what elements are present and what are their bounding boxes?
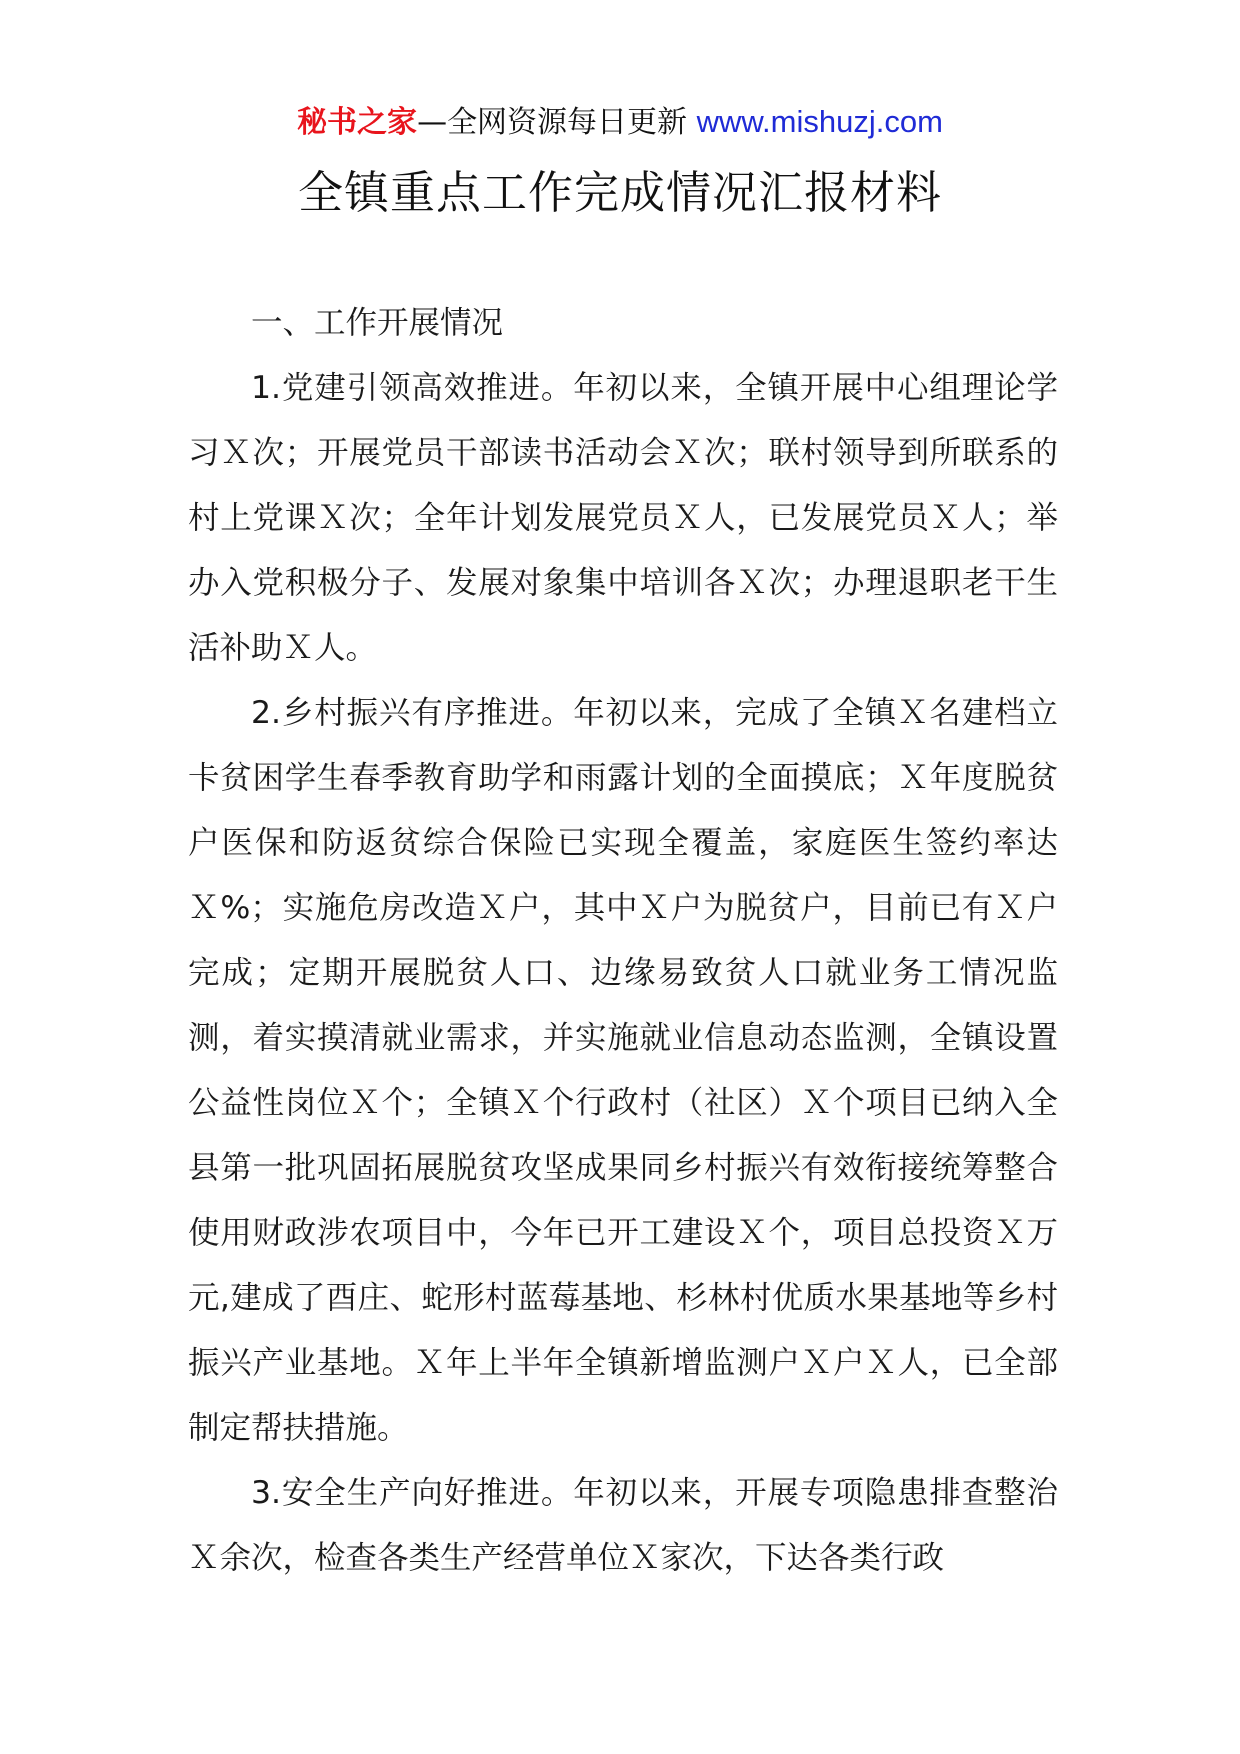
brand-name: 秘书之家 (297, 105, 418, 140)
paragraph-work-safety: 3.安全生产向好推进。年初以来，开展专项隐患排查整治Ｘ余次，检查各类生产经营单位Ｘ家次，下达各类行政 (188, 1475, 1058, 1576)
paragraph-party-building: 1.党建引领高效推进。年初以来，全镇开展中心组理论学习Ｘ次；开展党员干部读书活动会Ｘ次；联村领导到所联系的村上党课Ｘ次；全年计划发展党员Ｘ人，已发展党员Ｘ人；举办入党积极分子、发展对象集中培训各Ｘ次；办理退职老干生活补助Ｘ人。 (188, 370, 1058, 666)
document-title: 全镇重点工作完成情况汇报材料 (297, 166, 942, 219)
site-url-link[interactable]: www.mishuzj.com (696, 104, 943, 139)
site-banner (0, 100, 1240, 145)
section-heading: 一、工作开展情况 (251, 305, 504, 341)
document-body (188, 291, 1058, 1591)
paragraph-rural-revitalization: 2.乡村振兴有序推进。年初以来，完成了全镇Ｘ名建档立卡贫困学生春季教育助学和雨露计划的全面摸底；Ｘ年度脱贫户医保和防返贫综合保险已实现全覆盖，家庭医生签约率达Ｘ%；实施危房改造Ｘ户，其中Ｘ户为脱贫户，目前已有Ｘ户完成；定期开展脱贫人口、边缘易致贫人口就业务工情况监测，着实摸清就业需求，并实施就业信息动态监测，全镇设置公益性岗位Ｘ个；全镇Ｘ个行政村（社区）Ｘ个项目已纳入全县第一批巩固拓展脱贫攻坚成果同乡村振兴有效衔接统筹整合使用财政涉农项目中，今年已开工建设Ｘ个，项目总投资Ｘ万元,建成了酉庄、蛇形村蓝莓基地、杉林村优质水果基地等乡村振兴产业基地。Ｘ年上半年全镇新增监测户Ｘ户Ｘ人，已全部制定帮扶措施。 (188, 695, 1058, 1446)
banner-tagline: —全网资源每日更新 (417, 105, 688, 140)
